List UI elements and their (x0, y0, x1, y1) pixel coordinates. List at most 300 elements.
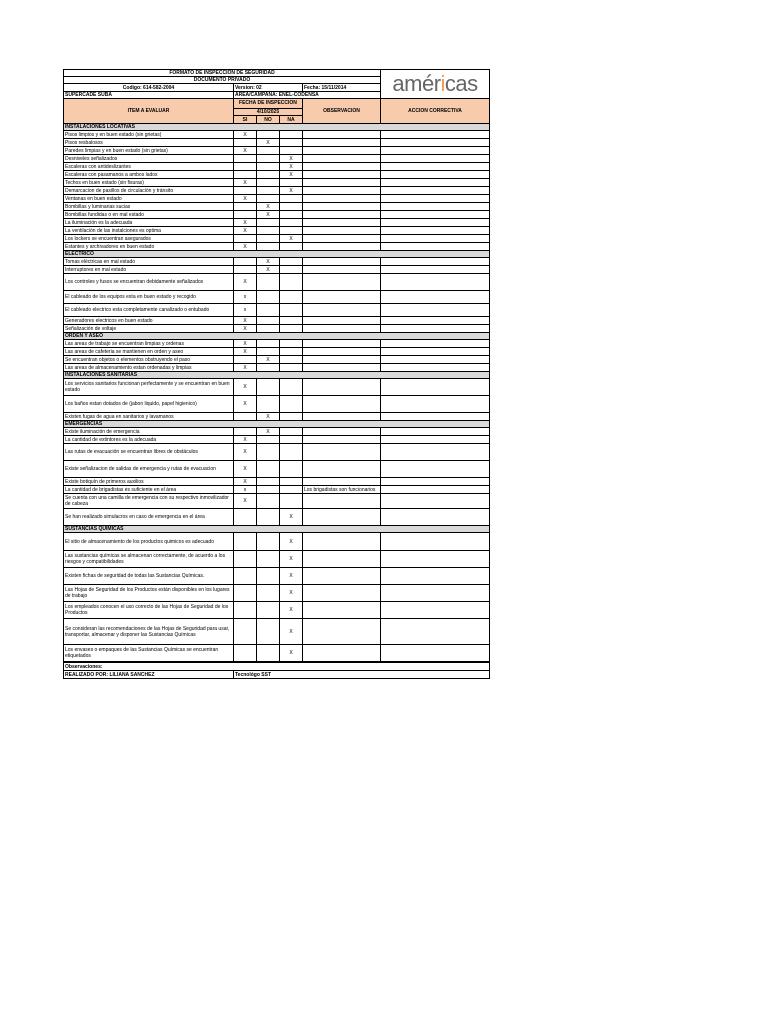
corrective-action-cell (381, 413, 490, 421)
item-column-header: ITEM A EVALUAR (64, 99, 234, 124)
na-mark: X (280, 235, 303, 243)
no-mark (257, 478, 280, 486)
si-mark: X (234, 227, 257, 235)
observation-cell (303, 179, 381, 187)
si-mark: X (234, 147, 257, 155)
item-text: El sitio de almacenamiento de los productos quimicos es adecuado (64, 533, 234, 551)
observation-cell (303, 478, 381, 486)
checklist-row (64, 428, 490, 436)
observation-cell (303, 171, 381, 179)
no-mark (257, 340, 280, 348)
company-logo: américas (381, 70, 490, 99)
observation-cell (303, 195, 381, 203)
no-mark (257, 235, 280, 243)
observation-cell (303, 258, 381, 266)
footer-table (63, 662, 490, 679)
checklist-row (64, 258, 490, 266)
observation-cell (303, 227, 381, 235)
na-mark: X (280, 619, 303, 645)
corrective-action-cell (381, 428, 490, 436)
checklist-row (64, 379, 490, 396)
na-mark: X (280, 602, 303, 619)
observation-cell (303, 619, 381, 645)
observation-cell (303, 585, 381, 602)
na-mark (280, 436, 303, 444)
checklist-row (64, 413, 490, 421)
na-mark (280, 131, 303, 139)
checklist-row (64, 274, 490, 291)
si-mark: X (234, 195, 257, 203)
no-mark (257, 291, 280, 304)
no-mark (257, 155, 280, 163)
si-mark (234, 551, 257, 568)
observation-cell (303, 187, 381, 195)
si-mark (234, 155, 257, 163)
checklist-row (64, 356, 490, 364)
observation-cell (303, 364, 381, 372)
observation-cell (303, 356, 381, 364)
corrective-action-cell (381, 602, 490, 619)
corrective-action-cell (381, 203, 490, 211)
si-mark: X (234, 348, 257, 356)
observation-cell (303, 203, 381, 211)
si-mark: X (234, 436, 257, 444)
inspection-date: 4/10/2025 (234, 109, 303, 116)
no-mark (257, 325, 280, 333)
si-mark (234, 428, 257, 436)
corrective-action-cell (381, 227, 490, 235)
observation-cell (303, 274, 381, 291)
corrective-action-cell (381, 179, 490, 187)
si-mark (234, 602, 257, 619)
na-mark (280, 494, 303, 509)
item-text: Estantes y archivadores en buen estado (64, 243, 234, 251)
na-mark (280, 413, 303, 421)
observation-cell (303, 155, 381, 163)
checklist-row (64, 340, 490, 348)
inspection-date-label: FECHA DE INSPECCION (234, 99, 303, 109)
corrective-action-cell (381, 325, 490, 333)
corrective-action-cell (381, 195, 490, 203)
section-header-row (64, 333, 490, 340)
item-text: Demarcacion de pasillos de circulación y tránsito (64, 187, 234, 195)
item-text: Escaleras con antideslizantes (64, 163, 234, 171)
na-mark (280, 478, 303, 486)
si-mark (234, 187, 257, 195)
na-mark (280, 211, 303, 219)
item-text: Se consideran las recomendaciones de las Hojas de Seguridad para usar, transportar, almacenar y disponer las Sustancias Químicas (64, 619, 234, 645)
si-mark: x (234, 486, 257, 494)
form-code: Codigo: 614-582-2004 (64, 84, 234, 92)
section-title: ORDEN Y ASEO (64, 333, 490, 340)
observation-cell (303, 533, 381, 551)
no-mark (257, 551, 280, 568)
na-mark (280, 428, 303, 436)
no-mark (257, 179, 280, 187)
item-text: Pisos limpios y en buen estado (sin grietas) (64, 131, 234, 139)
no-mark (257, 147, 280, 155)
na-mark (280, 266, 303, 274)
logo-accent-i: i (440, 71, 445, 96)
si-mark: X (234, 444, 257, 461)
corrective-action-cell (381, 444, 490, 461)
checklist-row (64, 131, 490, 139)
site-label: SUPERCADE SUBA (64, 92, 234, 99)
observation-cell (303, 645, 381, 662)
corrective-action-cell (381, 211, 490, 219)
si-mark (234, 139, 257, 147)
checklist-row (64, 155, 490, 163)
na-mark (280, 274, 303, 291)
observation-cell (303, 266, 381, 274)
section-header-row (64, 124, 490, 131)
no-mark (257, 494, 280, 509)
item-text: Los baños estan dotados de (jabon liquido, papel higienico) (64, 396, 234, 413)
item-text: Se cuenta con una camilla de emergencia con su respectivo inmovilizador de cabeza (64, 494, 234, 509)
item-text: Paredes limpias y en buen estado (sin grietas) (64, 147, 234, 155)
si-mark: X (234, 131, 257, 139)
item-text: Bombillas fundidas o en mal estado (64, 211, 234, 219)
item-text: Bombillas y luminarias sucias (64, 203, 234, 211)
checklist-row (64, 171, 490, 179)
checklist-row (64, 139, 490, 147)
observation-column-header: OBSERVACION (303, 99, 381, 124)
item-text: Las areas de cafeteria se mantienen en orden y aseo (64, 348, 234, 356)
item-text: Existe señalizacion de salidas de emergencia y rutas de evacuacion (64, 461, 234, 478)
section-header-row (64, 526, 490, 533)
item-text: Techos en buen estado (sin fisuras) (64, 179, 234, 187)
na-mark (280, 364, 303, 372)
corrective-action-cell (381, 436, 490, 444)
corrective-action-cell (381, 379, 490, 396)
na-mark (280, 461, 303, 478)
corrective-action-cell (381, 356, 490, 364)
corrective-action-cell (381, 551, 490, 568)
na-mark (280, 195, 303, 203)
si-mark (234, 266, 257, 274)
si-mark: X (234, 325, 257, 333)
corrective-action-cell (381, 243, 490, 251)
no-mark (257, 568, 280, 585)
no-mark: X (257, 356, 280, 364)
item-text: Se han realizado simulacros en caso de emergencia en el área (64, 509, 234, 526)
checklist-row (64, 486, 490, 494)
observations-label: Observaciones: (64, 663, 490, 671)
na-mark (280, 179, 303, 187)
observation-cell (303, 428, 381, 436)
item-text: Los envases o empaques de las Sustancias Químicas se encuentran etiquetados (64, 645, 234, 662)
no-mark: X (257, 139, 280, 147)
item-text: La ventilación de las instalciones es optima (64, 227, 234, 235)
na-mark: X (280, 551, 303, 568)
item-text: Las areas de trabajo se encuentran limpias y ordenas (64, 340, 234, 348)
item-text: Las sustancias químicas se almacenan correctamente, de acuerdo a los riesgos y compatibilidades (64, 551, 234, 568)
si-mark (234, 413, 257, 421)
item-text: El cableado electrico esta completamente canalizado o entubado (64, 304, 234, 317)
si-mark: X (234, 364, 257, 372)
na-mark: X (280, 585, 303, 602)
na-mark (280, 291, 303, 304)
na-column-header: NA (280, 116, 303, 124)
observation-cell (303, 379, 381, 396)
item-text: Desniveles señalizados (64, 155, 234, 163)
form-version: Version: 02 (234, 84, 303, 92)
form-subtitle: DOCUMENTO PRIVADO (64, 77, 381, 84)
observation-cell (303, 291, 381, 304)
checklist-row (64, 364, 490, 372)
na-mark (280, 356, 303, 364)
checklist-row (64, 235, 490, 243)
si-mark (234, 645, 257, 662)
item-text: Generadores electricos en buen estado (64, 317, 234, 325)
na-mark (280, 219, 303, 227)
no-mark (257, 379, 280, 396)
item-text: La iluminación es la adecuada (64, 219, 234, 227)
no-mark (257, 195, 280, 203)
form-date: Fecha: 15/11/2014 (303, 84, 381, 92)
observation-cell (303, 494, 381, 509)
corrective-action-cell (381, 139, 490, 147)
observation-cell (303, 317, 381, 325)
observation-cell (303, 243, 381, 251)
observation-cell (303, 304, 381, 317)
na-mark (280, 304, 303, 317)
na-mark (280, 348, 303, 356)
si-mark (234, 509, 257, 526)
na-mark (280, 227, 303, 235)
section-title: SUSTANCIAS QUIMICAS (64, 526, 490, 533)
corrective-action-cell (381, 258, 490, 266)
section-title: INSTALACIONES LOCATIVAS (64, 124, 490, 131)
checklist-row (64, 325, 490, 333)
observation-cell (303, 340, 381, 348)
na-mark (280, 486, 303, 494)
section-title: INSTALACIONES SANITARIAS (64, 372, 490, 379)
observation-cell (303, 551, 381, 568)
item-text: Ventanas en buen estado (64, 195, 234, 203)
item-text: Se encuentran objetos o elementos obstruyendo el paso (64, 356, 234, 364)
checklist-row (64, 304, 490, 317)
checklist-row (64, 179, 490, 187)
item-text: Los servicios sanitarios funcionan perfectamente y se encuentran en buen estado (64, 379, 234, 396)
si-mark: X (234, 494, 257, 509)
no-mark (257, 509, 280, 526)
na-mark: X (280, 568, 303, 585)
observation-cell (303, 131, 381, 139)
corrective-action-cell (381, 266, 490, 274)
si-mark: X (234, 379, 257, 396)
no-mark (257, 163, 280, 171)
checklist-row (64, 211, 490, 219)
si-mark: X (234, 243, 257, 251)
checklist-row (64, 444, 490, 461)
checklist-row (64, 436, 490, 444)
no-mark (257, 486, 280, 494)
corrective-action-cell (381, 461, 490, 478)
na-mark (280, 379, 303, 396)
section-title: EMERGENCIAS (64, 421, 490, 428)
observation-cell (303, 219, 381, 227)
si-mark (234, 203, 257, 211)
corrective-action-cell (381, 187, 490, 195)
si-mark (234, 585, 257, 602)
action-column-header: ACCION CORRECTIVA (381, 99, 490, 124)
performed-by: REALIZADO POR: LILIANA SANCHEZ (64, 671, 234, 679)
observation-cell (303, 163, 381, 171)
corrective-action-cell (381, 533, 490, 551)
checklist-row (64, 568, 490, 585)
na-mark: X (280, 171, 303, 179)
observation-cell: Los brigadistas son funcionarios (303, 486, 381, 494)
checklist-row (64, 317, 490, 325)
no-mark: X (257, 203, 280, 211)
no-mark (257, 227, 280, 235)
checklist-row (64, 163, 490, 171)
no-mark (257, 219, 280, 227)
checklist-row (64, 551, 490, 568)
si-mark: x (234, 291, 257, 304)
checklist-row (64, 645, 490, 662)
item-text: Existe botiquín de primeros auxilios (64, 478, 234, 486)
item-text: Los controles y fusos se encuentran debidamente señalizados (64, 274, 234, 291)
si-mark: X (234, 179, 257, 187)
checklist-row (64, 243, 490, 251)
no-mark (257, 436, 280, 444)
section-header-row (64, 251, 490, 258)
checklist-row (64, 147, 490, 155)
no-mark (257, 585, 280, 602)
observation-cell (303, 568, 381, 585)
si-mark: x (234, 304, 257, 317)
item-text: Interruptores en mal estado (64, 266, 234, 274)
item-text: Existen fichas de seguridad de todas las Sustancias Químicas. (64, 568, 234, 585)
corrective-action-cell (381, 645, 490, 662)
na-mark (280, 139, 303, 147)
no-mark (257, 317, 280, 325)
observation-cell (303, 396, 381, 413)
no-mark (257, 274, 280, 291)
checklist-row (64, 187, 490, 195)
corrective-action-cell (381, 396, 490, 413)
no-mark: X (257, 211, 280, 219)
checklist-row (64, 478, 490, 486)
corrective-action-cell (381, 568, 490, 585)
na-mark (280, 317, 303, 325)
section-header-row (64, 421, 490, 428)
si-mark (234, 258, 257, 266)
checklist-row (64, 195, 490, 203)
observation-cell (303, 509, 381, 526)
checklist-row (64, 219, 490, 227)
observation-cell (303, 348, 381, 356)
corrective-action-cell (381, 131, 490, 139)
checklist-row (64, 291, 490, 304)
corrective-action-cell (381, 235, 490, 243)
checklist-row (64, 227, 490, 235)
no-mark (257, 304, 280, 317)
checklist-row (64, 266, 490, 274)
no-mark: X (257, 413, 280, 421)
na-mark: X (280, 187, 303, 195)
na-mark (280, 396, 303, 413)
na-mark (280, 340, 303, 348)
checklist-row (64, 585, 490, 602)
item-text: Las areas de almacenamiento estan ordenadas y limpias (64, 364, 234, 372)
corrective-action-cell (381, 219, 490, 227)
si-mark: X (234, 461, 257, 478)
si-mark (234, 533, 257, 551)
na-mark (280, 203, 303, 211)
checklist-row (64, 509, 490, 526)
observation-cell (303, 436, 381, 444)
no-mark (257, 602, 280, 619)
item-text: Existen fugas de agua en sanitarios y lavamanos (64, 413, 234, 421)
observation-cell (303, 325, 381, 333)
item-text: Pisos resbalosos (64, 139, 234, 147)
item-text: Tomas eléctricas en mal estado (64, 258, 234, 266)
no-mark (257, 243, 280, 251)
checklist-row (64, 203, 490, 211)
no-mark (257, 348, 280, 356)
corrective-action-cell (381, 304, 490, 317)
item-text: El cableado de los equipos esta en buen estado y recogido (64, 291, 234, 304)
observation-cell (303, 147, 381, 155)
na-mark (280, 444, 303, 461)
item-text: Los lockers se encuentran asegurados (64, 235, 234, 243)
checklist-row (64, 533, 490, 551)
checklist-row (64, 396, 490, 413)
si-mark: X (234, 340, 257, 348)
na-mark (280, 147, 303, 155)
corrective-action-cell (381, 274, 490, 291)
si-mark (234, 163, 257, 171)
checklist-row (64, 461, 490, 478)
corrective-action-cell (381, 364, 490, 372)
no-mark (257, 444, 280, 461)
item-text: Las Hojas de Seguridad de los Productos están disponibles en los lugares de trabajo (64, 585, 234, 602)
form-title: FORMATO DE INSPECCION DE SEGURIDAD (64, 70, 381, 77)
corrective-action-cell (381, 619, 490, 645)
corrective-action-cell (381, 494, 490, 509)
observation-cell (303, 413, 381, 421)
no-mark (257, 645, 280, 662)
corrective-action-cell (381, 317, 490, 325)
checklist-row (64, 494, 490, 509)
si-mark: X (234, 478, 257, 486)
si-mark (234, 619, 257, 645)
section-title: ELECTRICO (64, 251, 490, 258)
corrective-action-cell (381, 348, 490, 356)
corrective-action-cell (381, 171, 490, 179)
corrective-action-cell (381, 147, 490, 155)
item-text: La cantidad de extintores es la adecuada (64, 436, 234, 444)
no-mark (257, 396, 280, 413)
si-mark (234, 356, 257, 364)
observation-cell (303, 461, 381, 478)
no-mark (257, 187, 280, 195)
checklist-row (64, 619, 490, 645)
no-mark (257, 619, 280, 645)
na-mark: X (280, 645, 303, 662)
si-mark (234, 211, 257, 219)
na-mark: X (280, 509, 303, 526)
corrective-action-cell (381, 340, 490, 348)
corrective-action-cell (381, 585, 490, 602)
na-mark: X (280, 155, 303, 163)
no-mark (257, 131, 280, 139)
item-text: Existe iluminación de emergencia (64, 428, 234, 436)
item-text: Los empleados conocen el uso correcto de las Hojas de Seguridad de los Productos (64, 602, 234, 619)
